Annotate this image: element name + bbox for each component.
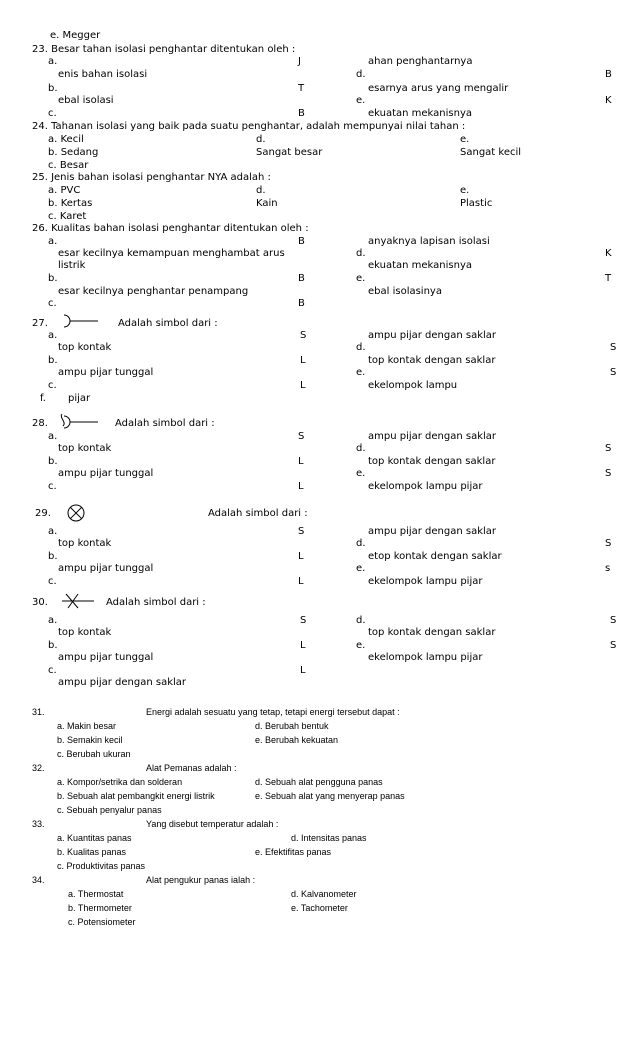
text-line: B bbox=[298, 108, 305, 119]
lamp-with-switch-symbol-icon bbox=[60, 592, 96, 610]
text-line: top kontak bbox=[58, 443, 112, 454]
text-line: e. bbox=[356, 563, 366, 574]
text-line: c. Karet bbox=[48, 211, 87, 222]
text-line: ekuatan mekanisnya bbox=[368, 108, 473, 119]
text-line: ampu pijar tunggal bbox=[58, 563, 154, 574]
text-line: top kontak dengan saklar bbox=[368, 627, 496, 638]
text-line: Adalah simbol dari : bbox=[208, 508, 308, 519]
text-line: L bbox=[300, 380, 306, 391]
text-line: S bbox=[298, 431, 305, 442]
text-line: a. PVC bbox=[48, 185, 81, 196]
text-line: e. Megger bbox=[50, 30, 101, 41]
text-line: c. Besar bbox=[48, 160, 89, 171]
text-line: b. Thermometer bbox=[68, 903, 132, 913]
text-line: J bbox=[298, 56, 301, 67]
text-line: a. bbox=[48, 236, 58, 247]
text-line: 30. bbox=[32, 597, 48, 608]
text-line: b. bbox=[48, 640, 58, 651]
text-line: Sangat kecil bbox=[460, 147, 522, 158]
text-line: b. Sedang bbox=[48, 147, 99, 158]
text-line: S bbox=[610, 640, 617, 651]
text-line: K bbox=[605, 95, 612, 106]
text-line: listrik bbox=[58, 260, 86, 271]
text-line: a. Kompor/setrika dan solderan bbox=[57, 777, 183, 787]
text-line: esar kecilnya penghantar penampang bbox=[58, 286, 249, 297]
text-line: ekelompok lampu bbox=[368, 380, 458, 391]
text-line: 31. bbox=[32, 707, 45, 717]
text-line: ekelompok lampu pijar bbox=[368, 652, 483, 663]
text-line: a. bbox=[48, 526, 58, 537]
text-line: ampu pijar tunggal bbox=[58, 468, 154, 479]
text-line: b. bbox=[48, 355, 58, 366]
text-line: a. bbox=[48, 330, 58, 341]
text-line: Sangat besar bbox=[256, 147, 323, 158]
switched-socket-symbol-icon bbox=[58, 412, 100, 432]
text-line: ampu pijar dengan saklar bbox=[368, 526, 497, 537]
text-line: b. Kualitas panas bbox=[57, 847, 127, 857]
text-line: ahan penghantarnya bbox=[368, 56, 473, 67]
text-line: e. bbox=[356, 468, 366, 479]
text-line: e. bbox=[356, 95, 366, 106]
text-line: d. bbox=[356, 443, 366, 454]
text-line: Adalah simbol dari : bbox=[118, 318, 218, 329]
text-line: S bbox=[605, 443, 612, 454]
text-line: d. bbox=[256, 134, 266, 145]
text-line: anyaknya lapisan isolasi bbox=[368, 236, 490, 247]
text-line: S bbox=[610, 367, 617, 378]
text-line: Adalah simbol dari : bbox=[115, 418, 215, 429]
text-line: K bbox=[605, 248, 612, 259]
text-line: f. bbox=[40, 393, 46, 404]
text-line: T bbox=[298, 83, 305, 94]
text-line: 34. bbox=[32, 875, 45, 885]
text-line: a. Makin besar bbox=[57, 721, 117, 731]
text-line: S bbox=[605, 468, 612, 479]
text-line: a. Kuantitas panas bbox=[57, 833, 132, 843]
text-line: b. bbox=[48, 83, 58, 94]
text-line: pijar bbox=[68, 393, 91, 404]
text-line: ampu pijar tunggal bbox=[58, 652, 154, 663]
text-line: Kain bbox=[256, 198, 278, 209]
text-line: T bbox=[605, 273, 612, 284]
text-line: B bbox=[298, 273, 305, 284]
text-line: Yang disebut temperatur adalah : bbox=[146, 819, 279, 829]
text-line: e. Tachometer bbox=[291, 903, 348, 913]
text-line: d. Sebuah alat pengguna panas bbox=[255, 777, 383, 787]
text-line: c. bbox=[48, 481, 57, 492]
text-line: c. bbox=[48, 665, 57, 676]
text-line: 32. bbox=[32, 763, 45, 773]
text-line: e. bbox=[460, 134, 470, 145]
text-line: top kontak dengan saklar bbox=[368, 355, 496, 366]
text-line: enis bahan isolasi bbox=[58, 69, 148, 80]
lamp-symbol-icon bbox=[66, 503, 86, 523]
text-line: 33. bbox=[32, 819, 45, 829]
text-line: 23. Besar tahan isolasi penghantar ditentukan oleh : bbox=[32, 44, 296, 55]
text-line: e. bbox=[356, 273, 366, 284]
text-line: a. Thermostat bbox=[68, 889, 124, 899]
text-line: c. bbox=[48, 576, 57, 587]
text-line: 29. bbox=[35, 508, 51, 519]
text-line: L bbox=[300, 640, 306, 651]
text-line: d. bbox=[256, 185, 266, 196]
text-line: 28. bbox=[32, 418, 48, 429]
text-line: d. Intensitas panas bbox=[291, 833, 367, 843]
text-line: d. bbox=[356, 615, 366, 626]
text-line: e. bbox=[356, 640, 366, 651]
text-line: d. bbox=[356, 248, 366, 259]
text-line: Plastic bbox=[460, 198, 493, 209]
text-line: ampu pijar tunggal bbox=[58, 367, 154, 378]
text-line: b. Sebuah alat pembangkit energi listrik bbox=[57, 791, 215, 801]
text-line: Energi adalah sesuatu yang tetap, tetapi energi tersebut dapat : bbox=[146, 707, 400, 717]
text-line: a. bbox=[48, 615, 58, 626]
text-line: ampu pijar dengan saklar bbox=[58, 677, 187, 688]
text-line: e. bbox=[356, 367, 366, 378]
text-line: b. bbox=[48, 551, 58, 562]
text-line: etop kontak dengan saklar bbox=[368, 551, 502, 562]
text-line: S bbox=[298, 526, 305, 537]
text-line: S bbox=[610, 615, 617, 626]
text-line: c. Sebuah penyalur panas bbox=[57, 805, 162, 815]
text-line: Adalah simbol dari : bbox=[106, 597, 206, 608]
text-line: c. Potensiometer bbox=[68, 917, 136, 927]
text-line: c. Produktivitas panas bbox=[57, 861, 146, 871]
text-line: c. bbox=[48, 298, 57, 309]
text-line: a. bbox=[48, 56, 58, 67]
text-line: d. bbox=[356, 342, 366, 353]
text-line: L bbox=[298, 576, 304, 587]
text-line: Alat pengukur panas ialah : bbox=[146, 875, 256, 885]
text-line: S bbox=[300, 615, 307, 626]
text-line: b. bbox=[48, 273, 58, 284]
text-line: ebal isolasi bbox=[58, 95, 114, 106]
text-line: S bbox=[605, 538, 612, 549]
text-line: top kontak bbox=[58, 627, 112, 638]
text-line: ampu pijar dengan saklar bbox=[368, 431, 497, 442]
text-line: e. Efektifitas panas bbox=[255, 847, 332, 857]
text-line: b. Semakin kecil bbox=[57, 735, 123, 745]
text-line: e. bbox=[460, 185, 470, 196]
text-line: d. bbox=[356, 538, 366, 549]
text-line: e. Berubah kekuatan bbox=[255, 735, 339, 745]
text-line: top kontak bbox=[58, 538, 112, 549]
text-line: B bbox=[298, 236, 305, 247]
text-line: s bbox=[605, 563, 611, 574]
text-line: esar kecilnya kemampuan menghambat arus bbox=[58, 248, 285, 259]
text-line: ekelompok lampu pijar bbox=[368, 576, 483, 587]
text-line: ekelompok lampu pijar bbox=[368, 481, 483, 492]
text-line: S bbox=[300, 330, 307, 341]
text-line: 26. Kualitas bahan isolasi penghantar ditentukan oleh : bbox=[32, 223, 309, 234]
text-line: 25. Jenis bahan isolasi penghantar NYA adalah : bbox=[32, 172, 271, 183]
text-line: ebal isolasinya bbox=[368, 286, 442, 297]
text-line: esarnya arus yang mengalir bbox=[368, 83, 509, 94]
text-line: B bbox=[298, 298, 305, 309]
text-line: d. Kalvanometer bbox=[291, 889, 357, 899]
text-line: L bbox=[298, 456, 304, 467]
text-line: S bbox=[610, 342, 617, 353]
text-line: ekuatan mekanisnya bbox=[368, 260, 473, 271]
text-line: b. bbox=[48, 456, 58, 467]
text-line: top kontak dengan saklar bbox=[368, 456, 496, 467]
text-line: c. Berubah ukuran bbox=[57, 749, 131, 759]
text-line: a. bbox=[48, 431, 58, 442]
text-line: b. Kertas bbox=[48, 198, 93, 209]
text-line: 24. Tahanan isolasi yang baik pada suatu penghantar, adalah mempunyai nilai tahan : bbox=[32, 121, 466, 132]
text-line: L bbox=[298, 481, 304, 492]
text-line: a. Kecil bbox=[48, 134, 84, 145]
text-line: c. bbox=[48, 108, 57, 119]
text-line: Alat Pemanas adalah : bbox=[146, 763, 237, 773]
text-line: L bbox=[298, 551, 304, 562]
socket-outlet-symbol-icon bbox=[58, 313, 100, 329]
text-line: 27. bbox=[32, 318, 48, 329]
text-line: d. Berubah bentuk bbox=[255, 721, 329, 731]
text-line: d. bbox=[356, 69, 366, 80]
text-line: top kontak bbox=[58, 342, 112, 353]
text-line: ampu pijar dengan saklar bbox=[368, 330, 497, 341]
text-line: B bbox=[605, 69, 612, 80]
text-line: L bbox=[300, 355, 306, 366]
text-line: e. Sebuah alat yang menyerap panas bbox=[255, 791, 405, 801]
text-line: L bbox=[300, 665, 306, 676]
text-line: c. bbox=[48, 380, 57, 391]
